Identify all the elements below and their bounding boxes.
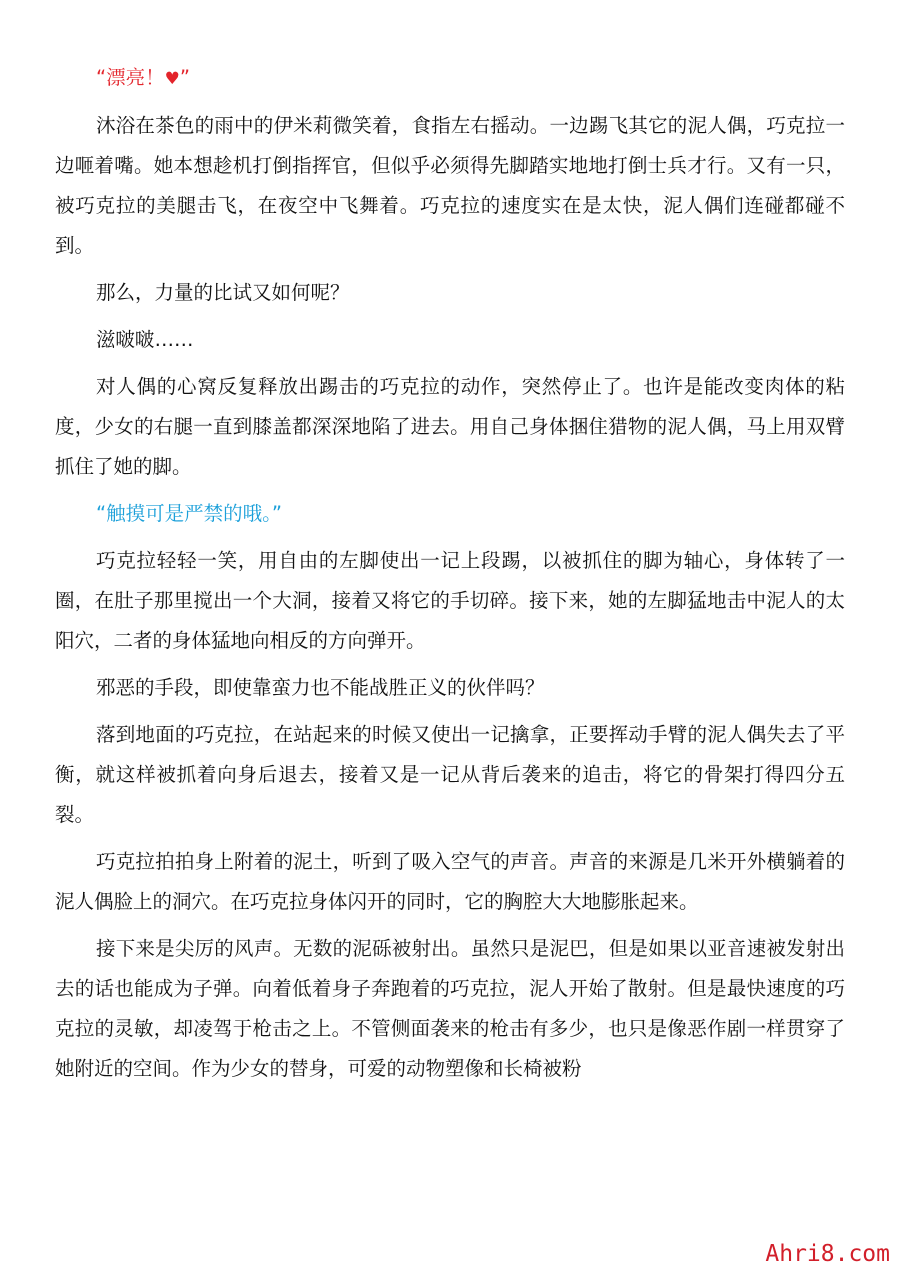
dialogue-close-quote: ” (179, 66, 190, 89)
paragraph: 巧克拉拍拍身上附着的泥土，听到了吸入空气的声音。声音的来源是几米开外横躺着的泥人偶脸上的洞穴。在巧克拉身体闪开的同时，它的胸腔大大地膨胀起来。 (55, 850, 845, 913)
watermark: Ahri8.com (765, 1241, 890, 1267)
dialogue-text: “漂亮！ (96, 66, 165, 89)
paragraph: 接下来是尖厉的风声。无数的泥砾被射出。虽然只是泥巴，但是如果以亚音速被发射出去的话也能成为子弹。向着低着身子奔跑着的巧克拉，泥人开始了散射。但是最快速度的巧克拉的灵敏，却凌驾于枪击之上。不管侧面袭来的枪击有多少，也只是像恶作剧一样贯穿了她附近的空间。作为少女的替身，可爱的动物塑像和长椅被粉 (55, 937, 845, 1080)
dialogue-line-chocola: “触摸可是严禁的哦。” (96, 502, 282, 525)
paragraph: 那么，力量的比试又如何呢？ (96, 281, 350, 304)
paragraph: 沐浴在茶色的雨中的伊米莉微笑着，食指左右摇动。一边踢飞其它的泥人偶，巧克拉一边咂着嘴。她本想趁机打倒指挥官，但似乎必须得先脚踏实地地打倒士兵才行。又有一只，被巧克拉的美腿击飞，在夜空中飞舞着。巧克拉的速度实在是太快，泥人偶们连碰都碰不到。 (55, 114, 845, 257)
paragraph: 对人偶的心窝反复释放出踢击的巧克拉的动作，突然停止了。也许是能改变肉体的粘度，少女的右腿一直到膝盖都深深地陷了进去。用自己身体捆住猎物的泥人偶，马上用双臂抓住了她的脚。 (55, 375, 845, 478)
dialogue-line-emily (55, 58, 845, 99)
heart-icon: ♥ (164, 69, 180, 89)
page-body (55, 58, 845, 1096)
paragraph: 邪恶的手段，即使靠蛮力也不能战胜正义的伙伴吗？ (96, 676, 545, 699)
paragraph: 巧克拉轻轻一笑，用自由的左脚使出一记上段踢，以被抓住的脚为轴心，身体转了一圈，在肚子那里搅出一个大洞，接着又将它的手切碎。接下来，她的左脚猛地击中泥人的太阳穴，二者的身体猛地向相反的方向弹开。 (55, 549, 845, 652)
paragraph: 滋啵啵…… (96, 328, 194, 351)
paragraph: 落到地面的巧克拉，在站起来的时候又使出一记擒拿，正要挥动手臂的泥人偶失去了平衡，就这样被抓着向身后退去，接着又是一记从背后袭来的追击，将它的骨架打得四分五裂。 (55, 723, 845, 826)
